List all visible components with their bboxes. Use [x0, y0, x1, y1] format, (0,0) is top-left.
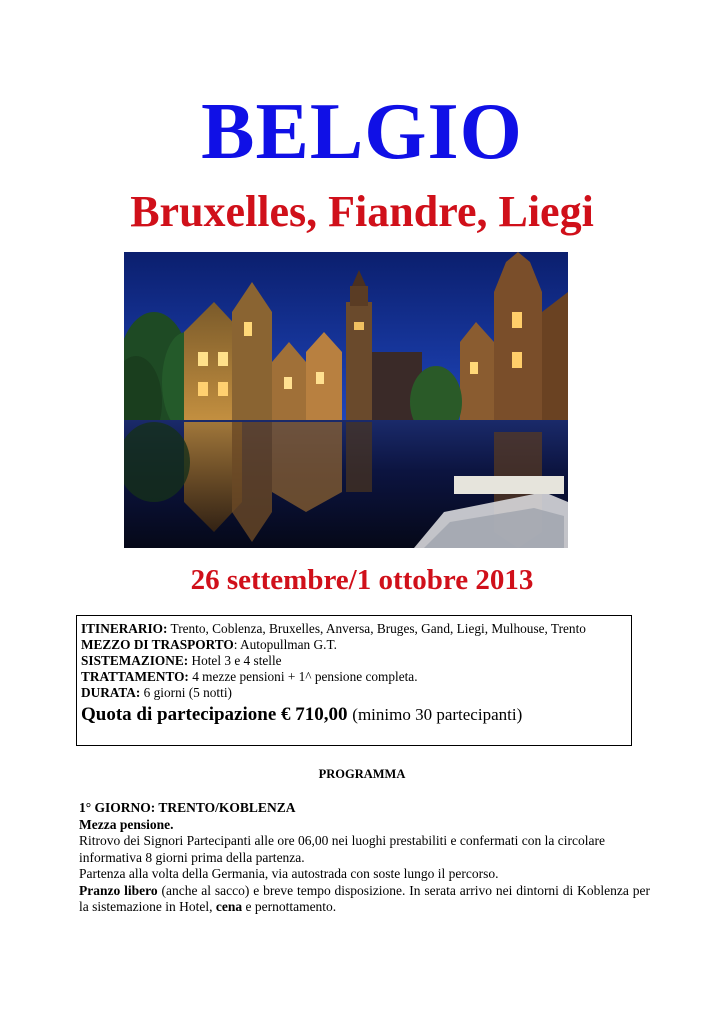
day1-paragraph-1: Ritrovo dei Signori Partecipanti alle ore 06,00 nei luoghi prestabiliti e confermati con la circolare informativa 8 giorni prima della partenza. — [79, 833, 605, 865]
travel-dates: 26 settembre/1 ottobre 2013 — [190, 564, 534, 596]
day1-dinner-label: cena — [215, 899, 243, 914]
duration-label: DURATA: — [81, 685, 141, 700]
day1-title: 1° GIORNO: TRENTO/KOBLENZA — [79, 800, 296, 815]
program-heading: PROGRAMMA — [318, 767, 406, 781]
transport-label: MEZZO DI TRASPORTO — [81, 637, 234, 652]
day1-paragraph-3 — [79, 883, 650, 916]
page-title: BELGIO — [201, 88, 523, 176]
day1-paragraph-3-text-a: (anche al sacco) e breve tempo disposizione. In serata arrivo nei dintorni di Koblenza per la sistemazione in Hotel, — [79, 882, 650, 914]
photo-icon — [124, 252, 568, 548]
transport-value: : Autopullman G.T. — [233, 637, 337, 652]
accommodation-value: Hotel 3 e 4 stelle — [191, 653, 282, 668]
itinerary-label: ITINERARIO: — [81, 621, 168, 636]
page-subtitle: Bruxelles, Fiandre, Liegi — [130, 187, 594, 236]
price-label: Quota di partecipazione € 710,00 — [81, 704, 348, 725]
day1-paragraph-3-text-b: e pernottamento. — [242, 899, 337, 914]
price-row — [81, 703, 627, 727]
duration-row — [81, 685, 627, 701]
accommodation-label: SISTEMAZIONE: — [81, 653, 189, 668]
itinerary-row — [81, 621, 627, 637]
board-value: 4 mezze pensioni + 1^ pensione completa. — [192, 669, 418, 684]
program-body — [79, 800, 650, 916]
duration-value: 6 giorni (5 notti) — [143, 685, 232, 700]
trip-info-box — [76, 615, 632, 746]
board-row — [81, 669, 627, 685]
canal-photo — [124, 252, 568, 548]
transport-row — [81, 637, 627, 653]
board-label: TRATTAMENTO: — [81, 669, 189, 684]
price-note: (minimo 30 partecipanti) — [352, 705, 523, 724]
itinerary-value: Trento, Coblenza, Bruxelles, Anversa, Bruges, Gand, Liegi, Mulhouse, Trento — [170, 621, 586, 636]
day1-lunch-label: Pranzo libero — [79, 882, 158, 898]
day1-paragraph-2: Partenza alla volta della Germania, via autostrada con soste lungo il percorso. — [79, 866, 499, 881]
day1-meal: Mezza pensione. — [79, 816, 174, 832]
accommodation-row — [81, 653, 627, 669]
